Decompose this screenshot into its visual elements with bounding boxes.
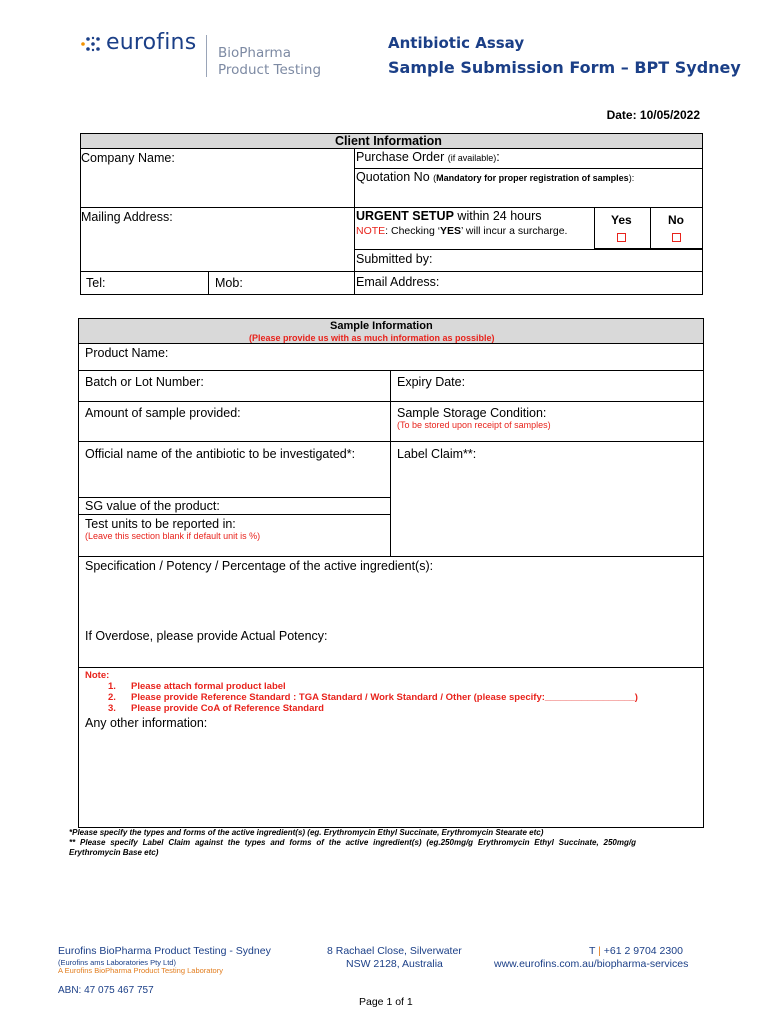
email-label: Email Address:	[356, 275, 440, 289]
quotation-note-close: ):	[628, 173, 635, 183]
official-antibiotic-name-label: Official name of the antibiotic to be investigated*:	[85, 447, 356, 461]
urgent-note-yes: YES	[440, 225, 462, 237]
note-item-text: Please provide CoA of Reference Standard	[131, 703, 324, 714]
note-item-num: 1.	[108, 681, 116, 692]
form-title-line2: Sample Submission Form – BPT Sydney	[388, 58, 741, 77]
mailing-address-label: Mailing Address:	[81, 210, 173, 224]
sample-info-subheading: (Please provide us with as much information as possible)	[249, 333, 495, 343]
no-label: No	[668, 213, 684, 227]
client-row-line	[354, 249, 703, 250]
footnote-3: Erythromycin Base etc)	[69, 848, 159, 857]
quotation-note: Mandatory for proper registration of samples	[436, 173, 629, 183]
footer-phone-label: T	[589, 945, 596, 957]
purchase-order-text: Purchase Order	[356, 150, 445, 164]
brand-sub-line2: Product Testing	[218, 62, 322, 78]
quotation-no-label	[356, 170, 634, 184]
sample-row-line	[78, 667, 704, 668]
client-row-line	[354, 271, 703, 272]
label-claim-label: Label Claim**:	[397, 447, 477, 461]
footer-website-link[interactable]: www.eurofins.com.au/biopharma-services	[494, 958, 689, 970]
expiry-date-label: Expiry Date:	[397, 375, 466, 389]
logo-divider	[206, 35, 207, 77]
urgent-note	[356, 225, 567, 237]
yes-label: Yes	[611, 213, 632, 227]
urgent-setup-label	[356, 209, 542, 223]
footnote-2: ** Please specify Label Claim against the types and forms of the active ingredient(s) (eg.250mg/g Erythromycin Ethyl Succinate, 250mg/g	[69, 838, 636, 847]
quotation-no-text: Quotation No	[356, 170, 430, 184]
client-info-heading: Client Information	[335, 134, 442, 148]
sample-info-heading: Sample Information	[330, 320, 433, 332]
specification-label: Specification / Potency / Percentage of the active ingredient(s):	[85, 559, 434, 573]
amount-provided-label: Amount of sample provided:	[85, 406, 241, 420]
note-item	[108, 692, 638, 703]
eurofins-logo-icon	[80, 36, 102, 52]
quotation-note-open: (	[433, 173, 437, 183]
footer-phone	[589, 945, 683, 957]
client-row-line	[80, 207, 355, 208]
urgent-no-checkbox[interactable]	[672, 233, 681, 242]
urgent-note-post: ’ will incur a surcharge.	[461, 225, 568, 237]
form-date: Date: 10/05/2022	[606, 108, 700, 122]
urgent-yes-checkbox[interactable]	[617, 233, 626, 242]
note-item-num: 3.	[108, 703, 116, 714]
sample-row-line	[78, 370, 704, 371]
purchase-order-label	[356, 150, 500, 164]
footer-company-sub2: A Eurofins BioPharma Product Testing Laboratory	[58, 966, 223, 975]
client-row-line	[80, 271, 355, 272]
note-item-text: Please attach formal product label	[131, 681, 286, 692]
footer-address-line2: NSW 2128, Australia	[346, 958, 443, 970]
tel-mob-divider	[208, 271, 209, 295]
urgent-note-pre: : Checking ‘	[385, 225, 441, 237]
footer-abn: ABN: 47 075 467 757	[58, 985, 154, 996]
tel-label: Tel:	[86, 276, 106, 290]
overdose-label: If Overdose, please provide Actual Potency:	[85, 629, 328, 643]
brand-name: eurofins	[106, 30, 197, 55]
sg-value-label: SG value of the product:	[85, 499, 220, 513]
submitted-by-label: Submitted by:	[356, 252, 433, 266]
urgent-setup-bold: URGENT SETUP	[356, 209, 454, 223]
footer-address-line1: 8 Rachael Close, Silverwater	[327, 945, 462, 957]
footer-company-sub1: (Eurofins ams Laboratories Pty Ltd)	[58, 958, 176, 967]
sample-row-line	[78, 497, 391, 498]
sample-row-line	[78, 556, 704, 557]
sample-row-line	[78, 441, 704, 442]
form-title-line1: Antibiotic Assay	[388, 34, 525, 52]
company-name-label: Company Name:	[81, 151, 175, 165]
sample-col-divider	[390, 370, 391, 556]
sample-row-line	[78, 401, 704, 402]
client-row-line	[354, 168, 703, 169]
batch-number-label: Batch or Lot Number:	[85, 375, 204, 389]
purchase-order-note: (if available)	[447, 153, 497, 163]
client-col-divider	[354, 148, 355, 295]
purchase-order-colon: :	[496, 150, 500, 164]
product-name-label: Product Name:	[85, 346, 169, 360]
page-number: Page 1 of 1	[359, 996, 413, 1008]
note-item	[108, 681, 286, 692]
footer-phone-sep: |	[595, 945, 604, 957]
footnote-1: *Please specify the types and forms of the active ingredient(s) (eg. Erythromycin Ethyl Succinate, Erythromycin Stearate etc)	[69, 828, 544, 837]
urgent-note-label: NOTE	[356, 225, 386, 237]
sample-row-line	[78, 514, 391, 515]
storage-condition-label: Sample Storage Condition:	[397, 406, 547, 420]
note-item	[108, 703, 324, 714]
note-item-text: Please provide Reference Standard : TGA Standard / Work Standard / Other (please specify:_________________)	[131, 692, 638, 703]
urgent-setup-rest: within 24 hours	[453, 209, 542, 223]
brand-sub-line1: BioPharma	[218, 45, 291, 61]
test-units-label: Test units to be reported in:	[85, 517, 236, 531]
footer-phone-number: +61 2 9704 2300	[603, 945, 683, 957]
note-heading: Note:	[85, 670, 110, 681]
mob-label: Mob:	[215, 276, 243, 290]
footer-company: Eurofins BioPharma Product Testing - Sydney	[58, 945, 271, 957]
other-info-label: Any other information:	[85, 716, 208, 730]
note-item-num: 2.	[108, 692, 116, 703]
storage-condition-note: (To be stored upon receipt of samples)	[397, 420, 551, 430]
test-units-note: (Leave this section blank if default unit is %)	[85, 531, 261, 541]
yes-no-divider	[650, 207, 651, 249]
